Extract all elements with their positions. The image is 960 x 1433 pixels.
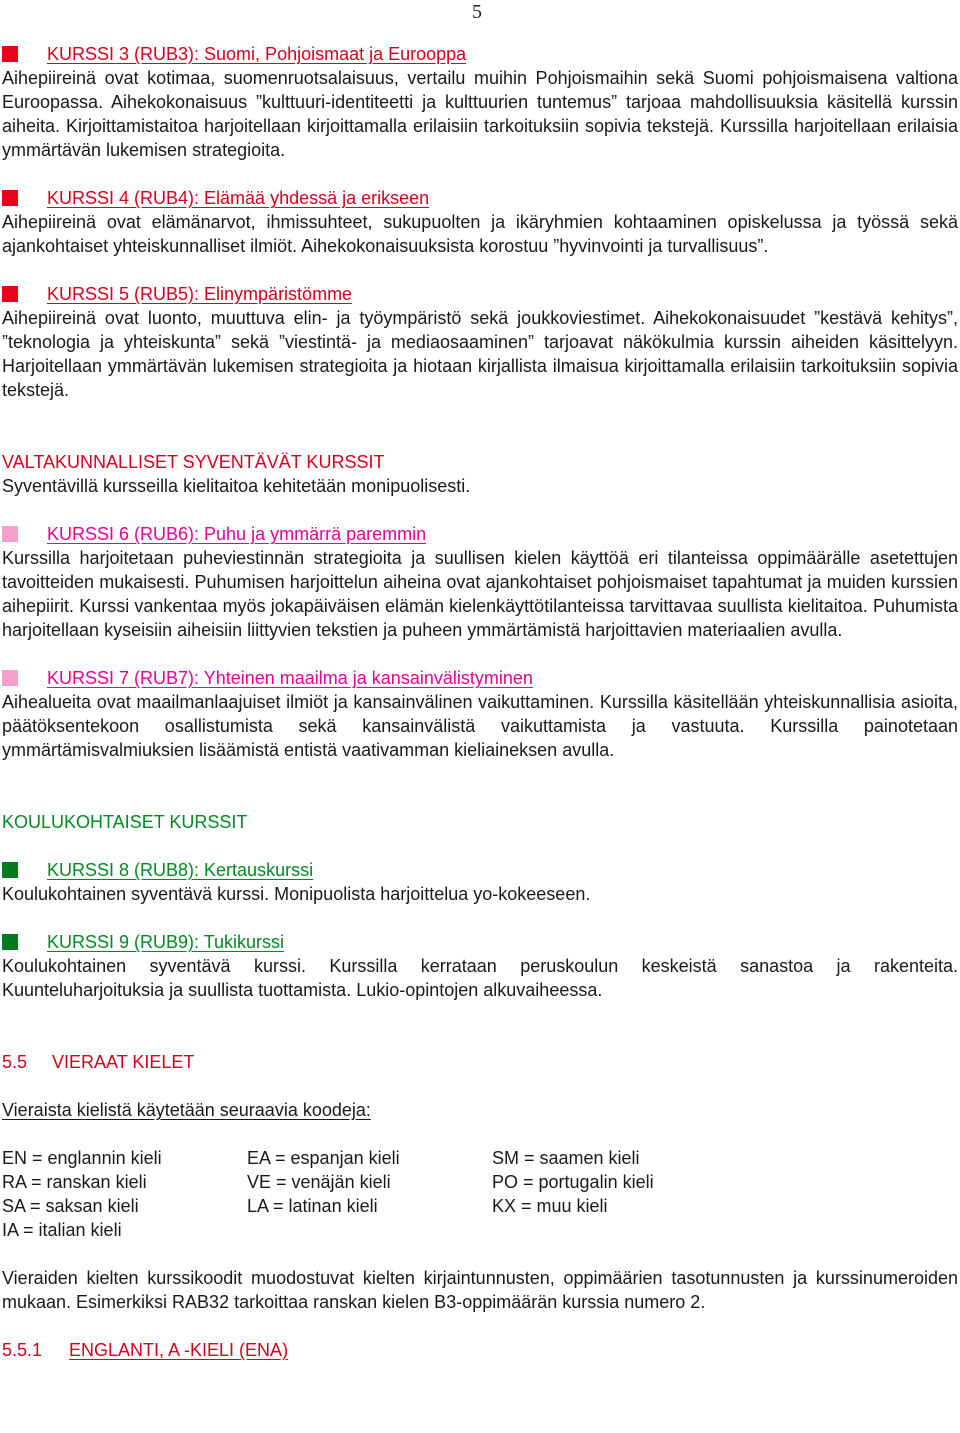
language-code: LA = latinan kieli [247,1196,378,1216]
course-description: Koulukohtainen syventävä kurssi. Kurssilla kerrataan peruskoulun keskeistä sanastoa ja rakenteita. Kuunteluharjoituksia ja suullista tuottamista. Lukio-opintojen alkuvaiheessa. [2,956,958,1000]
course-title: KURSSI 6 (RUB6): Puhu ja ymmärrä paremmin [47,524,427,544]
codes-intro: Vieraista kielistä käytetään seuraavia koodeja: [2,1100,371,1120]
spacer [2,1002,958,1050]
spacer [2,258,958,282]
course-heading-rub7 [2,666,958,690]
course-heading-rub9 [2,930,958,954]
course-rub4 [2,186,958,258]
course-heading-rub4 [2,186,958,210]
course-title: KURSSI 7 (RUB7): Yhteinen maailma ja kansainvälistyminen [47,668,533,688]
section-title: VIERAAT KIELET [52,1052,195,1072]
spacer [2,762,958,810]
page-number: 5 [472,1,482,23]
language-code: EN = englannin kieli [2,1148,162,1168]
course-title: KURSSI 9 (RUB9): Tukikurssi [47,932,285,952]
course-description: Aihepiireinä ovat luonto, muuttuva elin- ja työympäristö sekä joukkoviestimet. Aihekokonaisuudet ”kestävä kehitys”, ”teknologia ja yhteiskunta” sekä ”viestintä- ja mediaosaaminen” tarjoavat näkökulmia kurssin aiheiden käsittelyyn. Harjoitellaan ymmärtävän lukemisen strategioita ja hiotaan kirjallista ilmaisua kirjoittamalla erilaisiin tarkoituksiin sopivia tekstejä. [2,308,958,400]
course-description: Koulukohtainen syventävä kurssi. Monipuolista harjoittelua yo-kokeeseen. [2,884,591,904]
section-heading-koulukohtaiset: KOULUKOHTAISET KURSSIT [2,812,248,832]
square-bullet-icon [2,670,18,686]
spacer [2,162,958,186]
square-bullet-icon [2,934,18,950]
course-rub8 [2,858,958,906]
course-description: Aihepiireinä ovat elämänarvot, ihmissuhteet, sukupuolten ja ikäryhmien kohtaaminen opiskelussa ja työssä sekä ajankohtaiset yhteiskunnalliset ilmiöt. Aihekokonaisuuksista korostuu ”hyvinvointi ja turvallisuus”. [2,212,958,256]
course-description: Aihealueita ovat maailmanlaajuiset ilmiöt ja kansainvälinen vaikuttaminen. Kurssilla käsitellään yhteiskunnallisia asioita, päätöksentekoon osallistumista sekä kansainvälistä vaikuttamista ja vastuuta. Kurssilla painotetaan ymmärtämisvalmiuksien lisäämistä entistä vaativamman kieliaineksen avulla. [2,692,958,760]
course-title: KURSSI 3 (RUB3): Suomi, Pohjoismaat ja Eurooppa [47,44,467,64]
codes-explanation: Vieraiden kielten kurssikoodit muodostuvat kielten kirjaintunnusten, oppimäärien tasotunnusten ja kurssinumeroiden mukaan. Esimerkiksi RAB32 tarkoittaa ranskan kielen B3-oppimäärän kurssia numero 2. [2,1268,958,1312]
section-title: ENGLANTI, A -KIELI (ENA) [69,1340,289,1360]
spacer [2,1122,958,1146]
square-bullet-icon [2,46,18,62]
square-bullet-icon [2,526,18,542]
course-heading-rub5 [2,282,958,306]
spacer [2,906,958,930]
section-number: 5.5.1 [2,1340,43,1360]
spacer [2,1314,958,1338]
course-rub6 [2,522,958,642]
section-number: 5.5 [2,1052,28,1072]
language-code: VE = venäjän kieli [247,1172,391,1192]
spacer [2,402,958,450]
language-code: SM = saamen kieli [492,1148,640,1168]
spacer [2,834,958,858]
course-rub5 [2,282,958,402]
course-rub7 [2,666,958,762]
language-code: KX = muu kieli [492,1196,608,1216]
course-rub9 [2,930,958,1002]
section-heading-syventavat: VALTAKUNNALLISET SYVENTÄVÄT KURSSIT [2,452,385,472]
language-code: RA = ranskan kieli [2,1172,147,1192]
section-heading-5-5-1 [2,1338,958,1362]
language-code: IA = italian kieli [2,1220,122,1240]
section-intro: Syventävillä kursseilla kielitaitoa kehitetään monipuolisesti. [2,476,471,496]
language-code: EA = espanjan kieli [247,1148,400,1168]
course-title: KURSSI 5 (RUB5): Elinympäristömme [47,284,353,304]
spacer [2,498,958,522]
course-title: KURSSI 8 (RUB8): Kertauskurssi [47,860,314,880]
language-code: SA = saksan kieli [2,1196,139,1216]
course-heading-rub3 [2,42,958,66]
course-description: Aihepiireinä ovat kotimaa, suomenruotsalaisuus, vertailu muihin Pohjoismaihin sekä Suomi pohjoismaisena valtiona Euroopassa. Aihekokonaisuus ”kulttuuri-identiteetti ja kulttuurien tuntemus” tarjoaa mahdollisuuksia käsitellä kurssin aiheita. Kirjoittamistaitoa harjoitellaan kirjoittamalla erilaisiin tarkoituksiin sopivia tekstejä. Kurssilla harjoitellaan erilaisia ymmärtävän lukemisen strategioita. [2,68,958,160]
square-bullet-icon [2,286,18,302]
course-title: KURSSI 4 (RUB4): Elämää yhdessä ja erikseen [47,188,430,208]
spacer [2,642,958,666]
course-heading-rub8 [2,858,958,882]
course-description: Kurssilla harjoitetaan puheviestinnän strategioita ja suullisen kielen käyttöä eri tilanteissa oppimäärälle asetettujen tavoitteiden mukaisesti. Puhumisen harjoittelun aiheina ovat ajankohtaiset pohjoismaiset tapahtumat ja muiden kurssien aihepiirit. Kurssi vankentaa myös jokapäiväisen elämän kielenkäyttötilanteissa tarvittavaa suullista kielitaitoa. Puhumista harjoitellaan kyseisiin aiheisiin liittyvien tekstien ja puheen ymmärtämistä harjoittavien materiaalien avulla. [2,548,958,640]
square-bullet-icon [2,862,18,878]
course-rub3 [2,42,958,162]
course-heading-rub6 [2,522,958,546]
section-heading-5-5 [2,1050,958,1074]
language-code: PO = portugalin kieli [492,1172,654,1192]
document-body [2,42,958,1362]
spacer [2,1074,958,1098]
square-bullet-icon [2,190,18,206]
spacer [2,1242,958,1266]
language-codes-table [2,1146,958,1242]
